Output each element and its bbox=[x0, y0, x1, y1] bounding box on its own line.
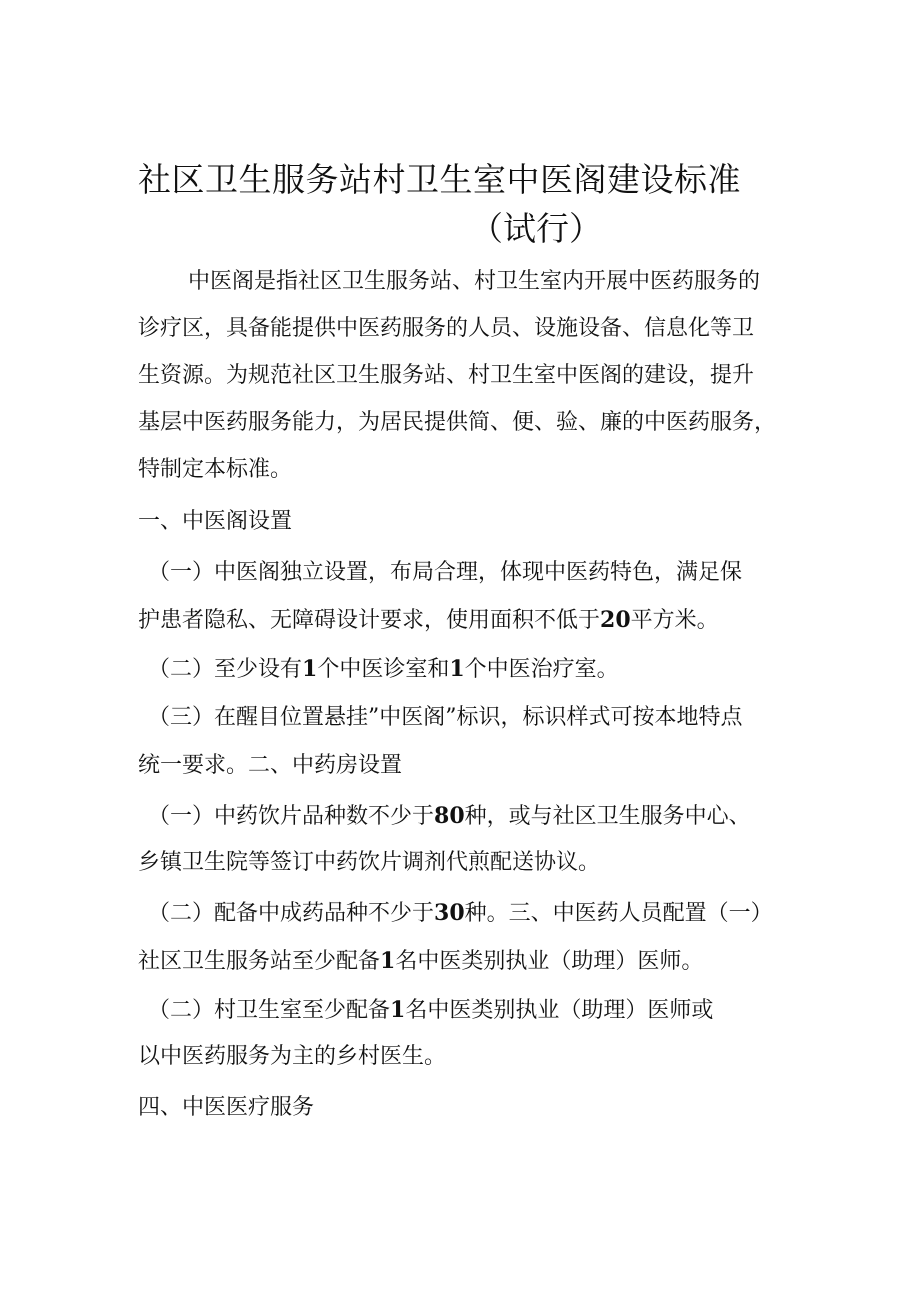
section-heading-4: 四、中医医疗服务 bbox=[138, 1095, 315, 1120]
item-1-3-line-2: 统一要求。二、中药房设置 bbox=[138, 753, 403, 778]
section-heading-1: 一、中医阁设置 bbox=[138, 509, 293, 534]
intro-line-3: 生资源。为规范社区卫生服务站、村卫生室中医阁的建设，提升 bbox=[138, 363, 755, 388]
document-subtitle: （试行） bbox=[470, 209, 602, 248]
item-2-1-line-2: 乡镇卫生院等签订中药饮片调剂代煎配送协议。 bbox=[138, 850, 601, 875]
item-1-1-line-1: （一）中医阁独立设置，布局合理，体现中医药特色，满足保 bbox=[148, 560, 743, 585]
item-3-2-line-2: 以中医药服务为主的乡村医生。 bbox=[138, 1044, 447, 1069]
intro-line-1: 中医阁是指社区卫生服务站、村卫生室内开展中医药服务的 bbox=[188, 269, 761, 294]
item-1-3-line-1: （三）在醒目位置悬挂”中医阁”标识，标识样式可按本地特点 bbox=[148, 705, 743, 730]
intro-line-4: 基层中医药服务能力，为居民提供简、便、验、廉的中医药服务， bbox=[138, 410, 777, 435]
intro-line-5: 特制定本标准。 bbox=[138, 457, 293, 482]
item-1-1-line-2: 护患者隐私、无障碍设计要求，使用面积不低于20平方米。 bbox=[138, 607, 719, 633]
document-title: 社区卫生服务站村卫生室中医阁建设标准 bbox=[138, 160, 741, 199]
item-2-2: （二）配备中成药品种不少于30种。三、中医药人员配置（一） bbox=[148, 900, 773, 926]
intro-line-2: 诊疗区，具备能提供中医药服务的人员、设施设备、信息化等卫 bbox=[138, 316, 755, 341]
item-3-2-line-1: （二）村卫生室至少配备1名中医类别执业（助理）医师或 bbox=[148, 997, 714, 1023]
item-2-1-line-1: （一）中药饮片品种数不少于80种，或与社区卫生服务中心、 bbox=[148, 803, 751, 829]
item-1-2: （二）至少设有1个中医诊室和1个中医治疗室。 bbox=[148, 656, 619, 682]
item-3-1: 社区卫生服务站至少配备1名中医类别执业（助理）医师。 bbox=[138, 948, 704, 974]
